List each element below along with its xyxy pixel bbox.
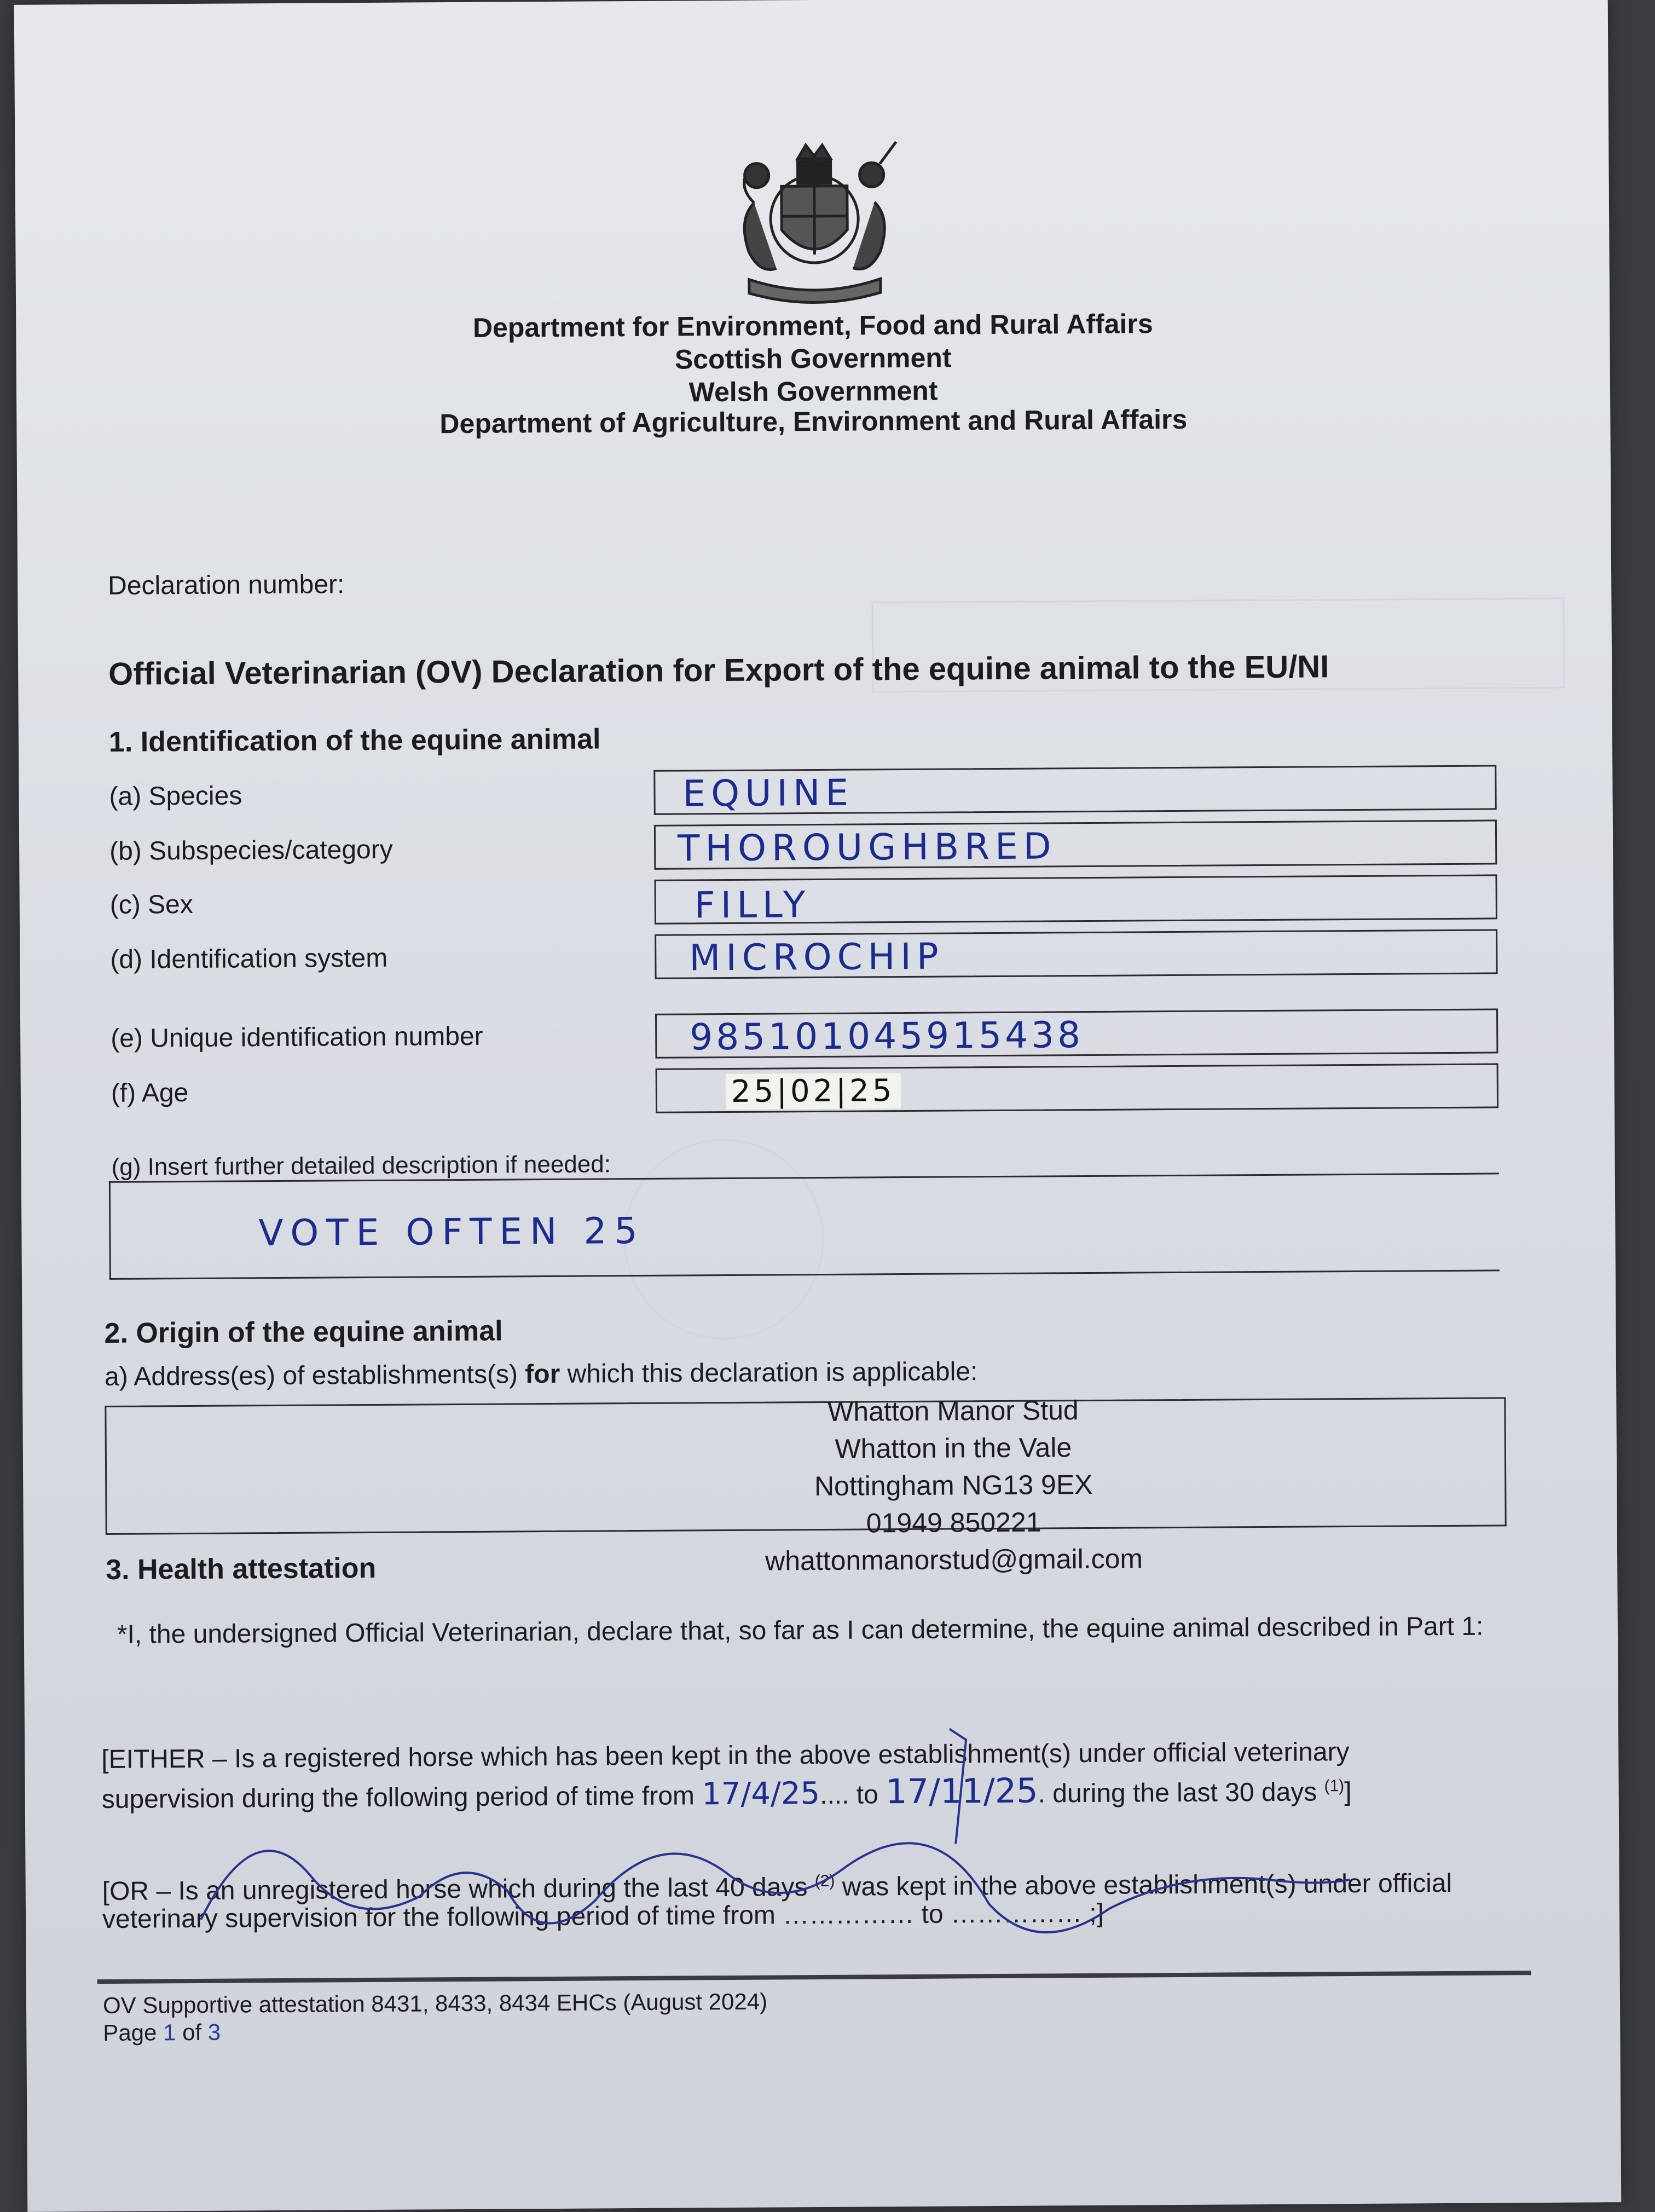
identification-system-value: MICROCHIP bbox=[689, 935, 944, 979]
address-line-1: Whatton Manor Stud bbox=[827, 1395, 1079, 1427]
footer-attestation: OV Supportive attestation 8431, 8433, 8434 EHCs (August 2024) bbox=[102, 1988, 768, 2019]
sex-label: (c) Sex bbox=[109, 890, 193, 920]
department-name-defra: Department for Environment, Food and Rural Affairs bbox=[472, 308, 1153, 343]
section3-heading: 3. Health attestation bbox=[106, 1552, 377, 1586]
either-from-date: 17/4/25 bbox=[702, 1775, 820, 1812]
identification-system-label: (d) Identification system bbox=[110, 943, 388, 974]
species-label: (a) Species bbox=[109, 781, 242, 811]
declaration-number-label: Declaration number: bbox=[108, 570, 345, 600]
age-label: (f) Age bbox=[111, 1078, 189, 1108]
page-title: Official Veterinarian (OV) Declaration for Export of the equine animal to the EU/NI bbox=[108, 649, 1329, 692]
description-value: VOTE OFTEN 25 bbox=[258, 1209, 645, 1255]
either-clause-line2: supervision during the following period of time from 17/4/25.... to 17/11/25. during the last 30 days $^{(1)}$] bbox=[101, 1770, 1352, 1815]
section2-heading: 2. Origin of the equine animal bbox=[104, 1315, 503, 1349]
address-line-2: Whatton in the Vale bbox=[835, 1432, 1072, 1464]
species-value: EQUINE bbox=[682, 771, 854, 815]
page-number: Page 1 of 3 bbox=[103, 2019, 221, 2046]
address-label: a) Address(es) of establishments(s) for which this declaration is applicable: bbox=[104, 1357, 978, 1391]
attestation-intro: *I, the undersigned Official Veterinarian, declare that, so far as I can determine, the equine animal described in Part 1: bbox=[117, 1612, 1484, 1649]
department-name-daera: Department of Agriculture, Environment and Rural Affairs bbox=[439, 403, 1188, 440]
department-name-welsh: Welsh Government bbox=[688, 375, 938, 408]
subspecies-label: (b) Subspecies/category bbox=[109, 835, 393, 866]
sex-value: FILLY bbox=[694, 883, 811, 927]
department-name-scottish: Scottish Government bbox=[674, 342, 952, 375]
strike-through-scribble bbox=[14, 0, 1622, 2212]
either-clause-line1: [EITHER – Is a registered horse which has been kept in the above establishment(s) under official veterinary bbox=[101, 1737, 1350, 1775]
section1-heading: 1. Identification of the equine animal bbox=[108, 723, 601, 758]
or-clause-line1: [OR – Is an unregistered horse which during the last 40 days $^{(2)}$ was kept in the above establishment(s) under official bbox=[102, 1868, 1453, 1907]
address-line-3: Nottingham NG13 9EX bbox=[814, 1469, 1093, 1502]
age-value: 25|02|25 bbox=[726, 1073, 901, 1110]
either-to-date: 17/11/25 bbox=[885, 1770, 1038, 1812]
description-label: (g) Insert further detailed description if needed: bbox=[111, 1151, 611, 1181]
unique-id-value: 985101045915438 bbox=[690, 1014, 1084, 1059]
document-page bbox=[14, 0, 1622, 2212]
address-email: whattonmanorstud@gmail.com bbox=[765, 1543, 1143, 1576]
address-line-4: 01949 850221 bbox=[866, 1506, 1041, 1539]
unique-id-label: (e) Unique identification number bbox=[111, 1021, 483, 1053]
or-clause-line2: veterinary supervision for the following period of time from …………… to …………… ;] bbox=[102, 1898, 1104, 1934]
subspecies-value: THOROUGHBRED bbox=[677, 825, 1057, 870]
